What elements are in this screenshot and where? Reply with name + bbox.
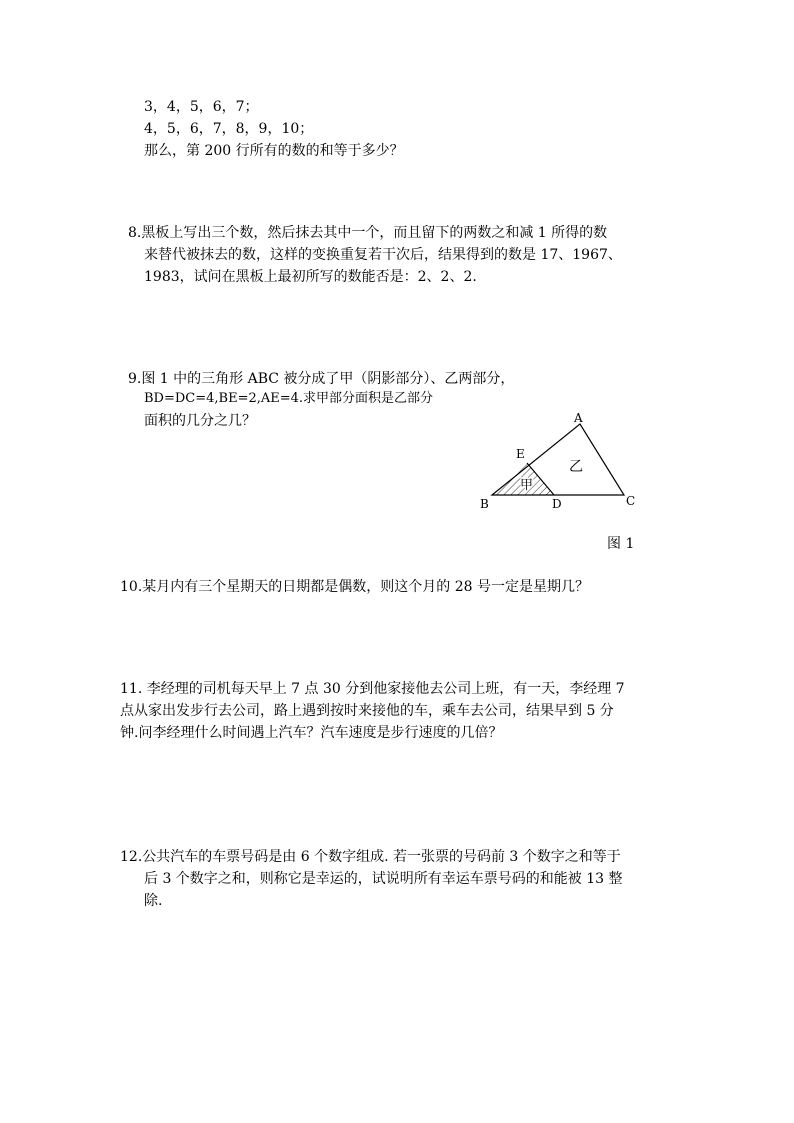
problem12-line-2: 后 3 个数字之和，则称它是幸运的，试说明所有幸运车票号码的和能被 13 整 <box>144 871 623 887</box>
problem9-line-2: BD=DC=4,BE=2,AE=4.求甲部分面积是乙部分 <box>144 391 434 406</box>
triangle-figure <box>470 408 650 518</box>
problem7-question: 那么，第 200 行所有的数的和等于多少？ <box>144 143 404 159</box>
label-b: B <box>480 497 489 511</box>
problem9-line-3: 面积的几分之几？ <box>144 413 256 429</box>
region-jia-label: 甲 <box>520 478 534 493</box>
figure-caption: 图 1 <box>607 536 635 552</box>
problem8-line-2: 来替代被抹去的数，这样的变换重复若干次后，结果得到的数是 17、1967、 <box>144 247 622 263</box>
problem10-line-1: 10.某月内有三个星期天的日期都是偶数，则这个月的 28 号一定是星期几？ <box>120 579 589 595</box>
problem11-line-2: 点从家出发步行去公司，路上遇到按时来接他的车，乘车去公司，结果早到 5 分 <box>120 703 614 719</box>
problem8-line-3: 1983，试问在黑板上最初所写的数能否是：2、2、2. <box>144 269 477 285</box>
region-yi-label: 乙 <box>569 459 583 475</box>
label-d: D <box>552 497 562 511</box>
problem7-sequence-line-2: 4，5，6，7，8，9，10； <box>144 121 314 137</box>
problem11-line-1: 11. 李经理的司机每天早上 7 点 30 分到他家接他去公司上班，有一天，李经理 7 <box>120 681 625 697</box>
problem9-line-1: 9.图 1 中的三角形 ABC 被分成了甲（阴影部分）、乙两部分， <box>128 371 515 387</box>
problem8-line-1: 8.黑板上写出三个数，然后抹去其中一个，而且留下的两数之和减 1 所得的数 <box>128 225 608 241</box>
problem7-sequence-line-1: 3，4，5，6，7； <box>144 99 259 115</box>
label-c: C <box>626 494 636 508</box>
problem12-line-1: 12.公共汽车的车票号码是由 6 个数字组成. 若一张票的号码前 3 个数字之和等于 <box>120 849 621 865</box>
problem12-line-3: 除. <box>144 893 163 909</box>
problem11-line-3: 钟.问李经理什么时间遇上汽车？汽车速度是步行速度的几倍？ <box>120 725 503 741</box>
label-e: E <box>516 447 525 461</box>
label-a: A <box>574 411 583 425</box>
